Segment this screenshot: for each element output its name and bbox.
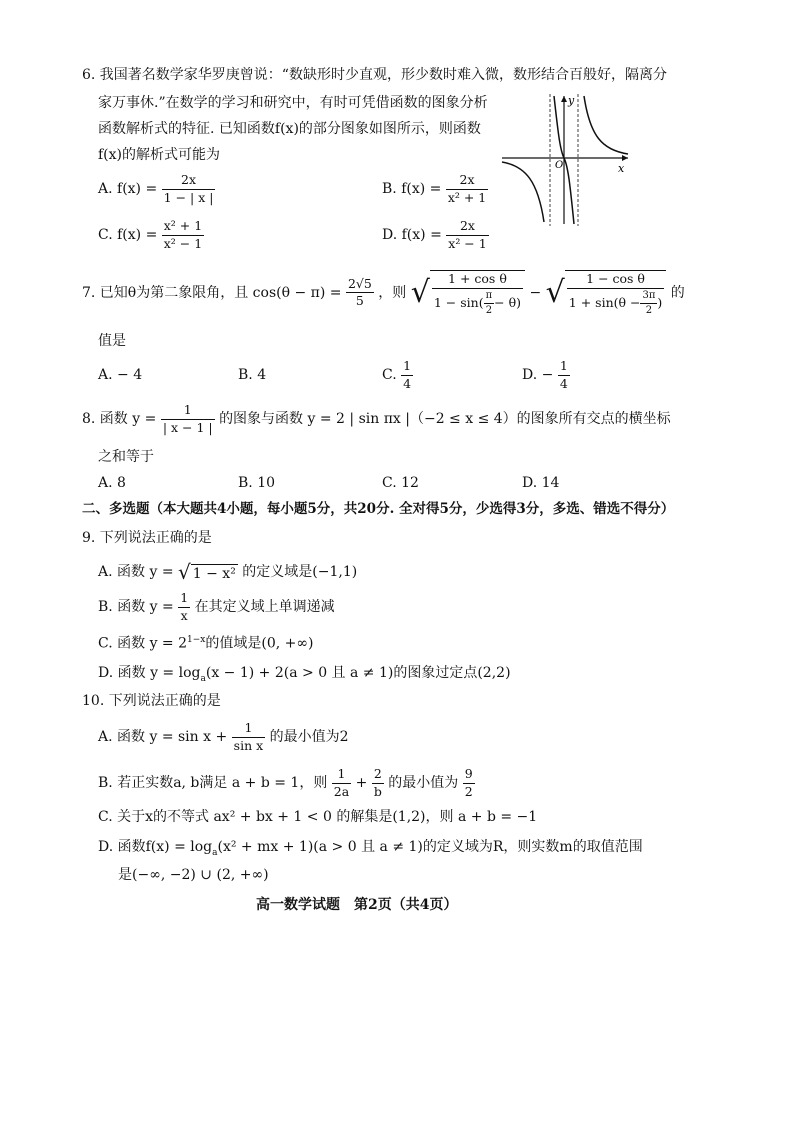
q7-cos-fraction: $\frac{2√5}{5}$ (347, 275, 372, 309)
q9-option-a: A. 函数 y = √ 1 − x² 的定义域是(−1,1) (98, 560, 358, 584)
q10-option-d-line2: 是(−∞, −2) ∪ (2, +∞) (118, 867, 269, 883)
graph-origin-label: O (555, 160, 564, 171)
q6-option-d (382, 220, 489, 250)
q8-option-d: D. 14 (522, 475, 560, 491)
q8-option-a: A. 8 (98, 475, 126, 491)
x-axis-arrow (622, 155, 628, 161)
q6-option-d-fraction: $\frac{2x}{\text{x² − 1}}$ (448, 218, 487, 251)
q6-option-b-fraction: $\frac{2x}{\text{x² + 1}}$ (447, 172, 487, 205)
q6-option-a (98, 174, 215, 204)
y-axis-arrow (561, 96, 567, 102)
q6-option-b (382, 174, 488, 204)
q6-option-c-fraction: $\frac{\text{x² + 1}}{\text{x² − 1}}$ (163, 218, 203, 251)
q7-line2: 值是 (98, 333, 126, 349)
page-footer: 高一数学试题 第2页（共4页） (256, 897, 458, 913)
q6-option-c (98, 220, 204, 250)
q8-line2: 之和等于 (98, 449, 154, 465)
q7-stem: 7. 已知θ为第二象限角，且 cos(θ − π) = (82, 284, 342, 301)
q7-line1: 7. 已知θ为第二象限角，且 cos(θ − π) = $\frac{2√5}{5}$ ，则 √ 1 + cos θ 1 − sin( $\frac{\pi}{2}$ − θ) − √ 1 − cos θ 1 + sin(θ − $\frac{3\pi}{2}$ ) 的 (82, 271, 685, 316)
q8-fraction: $\frac{1}{| x - 1 |}$ (162, 402, 213, 435)
q6-option-d-label: D. f(x) = (382, 227, 442, 243)
q7-option-d: D. − $\frac{1}{4}$ (522, 358, 568, 391)
q7-option-b: B. 4 (238, 367, 267, 383)
q7-radical-2: √ 1 − cos θ 1 + sin(θ − $\frac{3\pi}{2}$ ) (546, 270, 667, 316)
q10-stem: 10. 下列说法正确的是 (82, 693, 221, 709)
q10-option-b: B. 若正实数a, b满足 a + b = 1，则 $\frac{1}{2a}$ + $\frac{2}{b}$ 的最小值为 $\frac{9}{2}$ (98, 766, 473, 799)
q7-option-c: C. $\frac{1}{4}$ (382, 358, 412, 391)
q6-line1: 6. 我国著名数学家华罗庚曾说：“数缺形时少直观，形少数时难入微，数形结合百般好，隔离分 (82, 67, 667, 83)
q6-option-a-fraction: $\frac{2x}{1 - | x |}$ (163, 172, 214, 205)
q9-option-c: C. 函数 $y = 2^{1-x}$的值域是(0, +∞) (98, 635, 314, 652)
q7-option-a: A. − 4 (98, 367, 143, 383)
q6-option-c-label: C. f(x) = (98, 227, 158, 243)
section-2-heading: 二、多选题（本大题共4小题，每小题5分，共20分. 全对得5分，少选得3分，多选、错选不得分） (82, 501, 675, 517)
q9-stem: 9. 下列说法正确的是 (82, 530, 212, 546)
curve-right-branch (584, 96, 628, 154)
curve-left-branch (502, 162, 544, 222)
q8-line1: 8. 函数 y = $\frac{1}{| x - 1 |}$ 的图象与函数 y = 2 | sin πx |（−2 ≤ x ≤ 4）的图象所有交点的横坐标 (82, 402, 671, 435)
q9-option-d: D. 函数 $y = \log_a(x - 1) + 2(a > 0$ 且 a ≠ 1)的图象过定点(2,2) (98, 665, 511, 684)
q10-option-c: C. 关于x的不等式 ax² + bx + 1 < 0 的解集是(1,2)，则 a + b = −1 (98, 809, 538, 825)
graph-x-label: x (618, 162, 625, 175)
q7-radical-1: √ 1 + cos θ 1 − sin( $\frac{\pi}{2}$ − θ) (411, 270, 525, 316)
q6-option-a-label: A. f(x) = (98, 181, 158, 197)
q6-line2: 家万事休.”在数学的学习和研究中，有时可凭借函数的图象分析 (98, 95, 488, 111)
q10-option-d-line1: D. 函数$f(x) = \log_a(x^2$ + mx + 1)(a > 0 且 a ≠ 1)的定义域为R，则实数m的取值范围 (98, 839, 643, 858)
function-graph (498, 92, 634, 228)
q8-option-b: B. 10 (238, 475, 276, 491)
q10-option-a: A. 函数 y = sin x + $\frac{1}{\text{sin x}}$ 的最小值为2 (98, 720, 349, 753)
q6-line3: 函数解析式的特征. 已知函数f(x)的部分图象如图所示，则函数 (98, 121, 481, 137)
q6-option-b-label: B. f(x) = (382, 181, 442, 197)
q8-option-c: C. 12 (382, 475, 419, 491)
q9-option-b: B. 函数 y = $\frac{1}{x}$ 在其定义域上单调递减 (98, 590, 335, 623)
graph-y-label: y (568, 94, 575, 107)
q6-line4: f(x)的解析式可能为 (98, 147, 221, 163)
